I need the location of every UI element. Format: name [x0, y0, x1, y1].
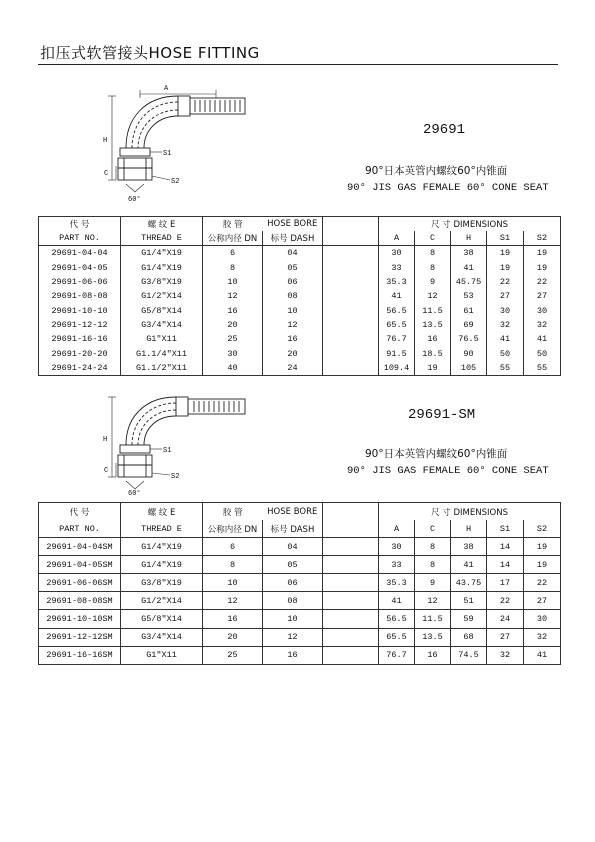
cell-dn: 25 — [203, 646, 263, 664]
header-s2: S2 — [524, 231, 561, 246]
cell-c: 9 — [415, 275, 451, 289]
header-dn: 公称内径 DN — [203, 231, 263, 246]
cell-dn: 40 — [203, 361, 263, 376]
cell-dn: 10 — [203, 574, 263, 592]
cell-dash: 20 — [263, 346, 323, 360]
blank-cell — [323, 303, 379, 317]
cell-thread: G1″X11 — [121, 646, 203, 664]
cell-dn: 20 — [203, 318, 263, 332]
cell-a: 33 — [379, 261, 415, 275]
cell-s2: 22 — [524, 574, 561, 592]
cell-h: 45.75 — [451, 275, 487, 289]
blank-cell — [323, 646, 379, 664]
blank-cell — [323, 346, 379, 360]
header-thread-en: THREAD E — [121, 520, 203, 538]
dim-s1-label: S1 — [163, 150, 172, 158]
header-a: A — [379, 520, 415, 538]
header-hose-en: HOSE BORE — [263, 217, 323, 232]
cell-s2: 27 — [524, 289, 561, 303]
cell-s1: 50 — [487, 346, 524, 360]
table-row — [39, 318, 561, 332]
table-row — [39, 556, 561, 574]
blank-cell — [323, 261, 379, 275]
cell-s2: 32 — [524, 318, 561, 332]
cell-dn: 8 — [203, 261, 263, 275]
header-part-no: PART NO. — [39, 520, 121, 538]
dim-c-label: C — [104, 170, 109, 178]
blank-cell — [323, 246, 379, 261]
cell-part-no: 29691-08-08 — [39, 289, 121, 303]
cell-dash: 06 — [263, 275, 323, 289]
cell-dn: 16 — [203, 610, 263, 628]
spec-table-29691 — [38, 216, 561, 376]
dim-h-label: H — [103, 137, 108, 145]
title-underline — [38, 64, 558, 65]
header-dimensions: 尺 寸 DIMENSIONS — [379, 217, 561, 232]
table-row — [39, 610, 561, 628]
cell-s2: 19 — [524, 556, 561, 574]
cell-part-no: 29691-10-10SM — [39, 610, 121, 628]
description-en: 90° JIS GAS FEMALE 60° CONE SEAT — [347, 182, 549, 194]
cell-s1: 27 — [487, 289, 524, 303]
cell-a: 91.5 — [379, 346, 415, 360]
model-number: 29691 — [423, 122, 466, 138]
cell-dash: 10 — [263, 303, 323, 317]
cell-s1: 30 — [487, 303, 524, 317]
cell-dash: 08 — [263, 289, 323, 303]
table-row — [39, 574, 561, 592]
cell-thread: G5/8″X14 — [121, 610, 203, 628]
cell-c: 11.5 — [415, 610, 451, 628]
cell-dash: 06 — [263, 574, 323, 592]
header-hose-cn: 胶 管 — [203, 217, 263, 232]
cell-thread: G3/8″X19 — [121, 574, 203, 592]
cell-thread: G1/4″X19 — [121, 246, 203, 261]
header-h: H — [451, 520, 487, 538]
model-number: 29691-SM — [408, 407, 476, 423]
cell-h: 38 — [451, 246, 487, 261]
header-dn: 公称内径 DN — [203, 520, 263, 538]
cell-s2: 27 — [524, 592, 561, 610]
cell-c: 16 — [415, 332, 451, 346]
cell-part-no: 29691-16-16SM — [39, 646, 121, 664]
cell-h: 74.5 — [451, 646, 487, 664]
dim-s1-label: S1 — [163, 447, 172, 455]
header-code-cn: 代 号 — [39, 217, 121, 232]
cell-part-no: 29691-12-12 — [39, 318, 121, 332]
cell-dash: 04 — [263, 246, 323, 261]
cell-h: 43.75 — [451, 574, 487, 592]
cell-a: 30 — [379, 246, 415, 261]
cell-s2: 19 — [524, 538, 561, 556]
cell-s1: 19 — [487, 246, 524, 261]
cell-thread: G3/4″X14 — [121, 628, 203, 646]
blank-cell — [323, 556, 379, 574]
cell-s1: 27 — [487, 628, 524, 646]
table-row — [39, 303, 561, 317]
cell-h: 41 — [451, 261, 487, 275]
header-s1: S1 — [487, 231, 524, 246]
header-hose-en: HOSE BORE — [263, 503, 323, 521]
table-row — [39, 332, 561, 346]
cell-c: 12 — [415, 592, 451, 610]
header-thread-cn: 螺 纹 E — [121, 217, 203, 232]
dim-h-label: H — [103, 436, 108, 444]
header-dimensions: 尺 寸 DIMENSIONS — [379, 503, 561, 521]
cell-s2: 55 — [524, 361, 561, 376]
cell-s1: 17 — [487, 574, 524, 592]
cell-s1: 55 — [487, 361, 524, 376]
cell-c: 19 — [415, 361, 451, 376]
cell-h: 59 — [451, 610, 487, 628]
cell-a: 35.3 — [379, 574, 415, 592]
cell-thread: G1/4″X19 — [121, 538, 203, 556]
table-row — [39, 538, 561, 556]
dim-s2-label: S2 — [171, 473, 180, 481]
cell-s2: 41 — [524, 332, 561, 346]
table-row — [39, 628, 561, 646]
cell-a: 65.5 — [379, 628, 415, 646]
cell-a: 65.5 — [379, 318, 415, 332]
description-en: 90° JIS GAS FEMALE 60° CONE SEAT — [347, 465, 549, 477]
cell-h: 53 — [451, 289, 487, 303]
cell-dash: 12 — [263, 318, 323, 332]
cell-dash: 08 — [263, 592, 323, 610]
cell-thread: G1/2″X14 — [121, 592, 203, 610]
cell-c: 8 — [415, 538, 451, 556]
cell-c: 18.5 — [415, 346, 451, 360]
cell-dn: 6 — [203, 246, 263, 261]
angle-label: 60° — [128, 196, 141, 204]
dim-s2-label: S2 — [171, 178, 180, 186]
cell-thread: G1″X11 — [121, 332, 203, 346]
cell-h: 76.5 — [451, 332, 487, 346]
dim-a-label: A — [164, 85, 169, 93]
cell-h: 51 — [451, 592, 487, 610]
fitting-drawing-29691 — [100, 80, 250, 205]
cell-s2: 32 — [524, 628, 561, 646]
cell-part-no: 29691-04-05 — [39, 261, 121, 275]
cell-a: 41 — [379, 592, 415, 610]
cell-c: 8 — [415, 261, 451, 275]
cell-s2: 41 — [524, 646, 561, 664]
cell-dash: 24 — [263, 361, 323, 376]
cell-dn: 10 — [203, 275, 263, 289]
cell-s1: 14 — [487, 538, 524, 556]
cell-s1: 22 — [487, 275, 524, 289]
cell-s1: 32 — [487, 318, 524, 332]
cell-part-no: 29691-20-20 — [39, 346, 121, 360]
header-dash: 标号 DASH — [263, 231, 323, 246]
cell-thread: G1/4″X19 — [121, 556, 203, 574]
header-s1: S1 — [487, 520, 524, 538]
header-c: C — [415, 520, 451, 538]
table-row — [39, 289, 561, 303]
blank-column — [323, 231, 379, 246]
cell-s2: 30 — [524, 303, 561, 317]
header-c: C — [415, 231, 451, 246]
cell-part-no: 29691-06-06SM — [39, 574, 121, 592]
blank-column — [323, 217, 379, 232]
cell-dn: 6 — [203, 538, 263, 556]
table-row — [39, 246, 561, 261]
page-title: 扣压式软管接头HOSE FITTING — [40, 44, 260, 62]
cell-dn: 16 — [203, 303, 263, 317]
cell-s2: 22 — [524, 275, 561, 289]
cell-s2: 30 — [524, 610, 561, 628]
header-a: A — [379, 231, 415, 246]
cell-dn: 12 — [203, 592, 263, 610]
spec-table-29691-sm — [38, 502, 561, 665]
header-part-no: PART NO. — [39, 231, 121, 246]
cell-c: 13.5 — [415, 628, 451, 646]
cell-h: 90 — [451, 346, 487, 360]
cell-thread: G5/8″X14 — [121, 303, 203, 317]
description-cn: 90°日本英管内螺纹60°内锥面 — [365, 448, 508, 460]
cell-a: 33 — [379, 556, 415, 574]
cell-part-no: 29691-24-24 — [39, 361, 121, 376]
cell-c: 8 — [415, 556, 451, 574]
header-hose-cn: 胶 管 — [203, 503, 263, 521]
header-thread-en: THREAD E — [121, 231, 203, 246]
header-thread-cn: 螺 纹 E — [121, 503, 203, 521]
cell-a: 76.7 — [379, 332, 415, 346]
cell-h: 38 — [451, 538, 487, 556]
cell-dn: 30 — [203, 346, 263, 360]
cell-h: 69 — [451, 318, 487, 332]
cell-part-no: 29691-12-12SM — [39, 628, 121, 646]
cell-thread: G1/4″X19 — [121, 261, 203, 275]
cell-a: 41 — [379, 289, 415, 303]
cell-part-no: 29691-08-08SM — [39, 592, 121, 610]
blank-cell — [323, 538, 379, 556]
blank-cell — [323, 628, 379, 646]
cell-h: 61 — [451, 303, 487, 317]
cell-s2: 19 — [524, 246, 561, 261]
cell-part-no: 29691-04-04 — [39, 246, 121, 261]
cell-part-no: 29691-10-10 — [39, 303, 121, 317]
cell-dash: 05 — [263, 261, 323, 275]
table-row — [39, 592, 561, 610]
cell-dash: 16 — [263, 332, 323, 346]
cell-thread: G1.1/2″X11 — [121, 361, 203, 376]
cell-s1: 32 — [487, 646, 524, 664]
blank-cell — [323, 361, 379, 376]
header-dash: 标号 DASH — [263, 520, 323, 538]
angle-label: 60° — [128, 490, 141, 498]
cell-c: 12 — [415, 289, 451, 303]
table-row — [39, 361, 561, 376]
cell-thread: G3/8″X19 — [121, 275, 203, 289]
cell-dash: 12 — [263, 628, 323, 646]
fitting-drawing-29691-sm — [100, 393, 250, 498]
table-row — [39, 275, 561, 289]
table-body — [39, 246, 561, 376]
table-body — [39, 538, 561, 665]
header-h: H — [451, 231, 487, 246]
table-row — [39, 261, 561, 275]
cell-part-no: 29691-04-05SM — [39, 556, 121, 574]
cell-a: 56.5 — [379, 303, 415, 317]
cell-s1: 22 — [487, 592, 524, 610]
blank-cell — [323, 592, 379, 610]
cell-c: 11.5 — [415, 303, 451, 317]
cell-thread: G1/2″X14 — [121, 289, 203, 303]
cell-dn: 8 — [203, 556, 263, 574]
blank-cell — [323, 332, 379, 346]
cell-c: 16 — [415, 646, 451, 664]
cell-a: 35.3 — [379, 275, 415, 289]
blank-column — [323, 520, 379, 538]
cell-h: 105 — [451, 361, 487, 376]
cell-s1: 41 — [487, 332, 524, 346]
table-row — [39, 346, 561, 360]
cell-dash: 05 — [263, 556, 323, 574]
cell-c: 13.5 — [415, 318, 451, 332]
cell-s1: 24 — [487, 610, 524, 628]
cell-s1: 14 — [487, 556, 524, 574]
blank-cell — [323, 610, 379, 628]
cell-part-no: 29691-04-04SM — [39, 538, 121, 556]
cell-a: 30 — [379, 538, 415, 556]
cell-thread: G3/4″X14 — [121, 318, 203, 332]
description-cn: 90°日本英管内螺纹60°内锥面 — [365, 165, 508, 177]
cell-s1: 19 — [487, 261, 524, 275]
cell-s2: 19 — [524, 261, 561, 275]
cell-dn: 25 — [203, 332, 263, 346]
header-code-cn: 代 号 — [39, 503, 121, 521]
header-s2: S2 — [524, 520, 561, 538]
cell-c: 9 — [415, 574, 451, 592]
cell-thread: G1.1/4″X11 — [121, 346, 203, 360]
blank-cell — [323, 318, 379, 332]
blank-column — [323, 503, 379, 521]
cell-dash: 10 — [263, 610, 323, 628]
blank-cell — [323, 289, 379, 303]
cell-dash: 16 — [263, 646, 323, 664]
cell-c: 8 — [415, 246, 451, 261]
cell-a: 56.5 — [379, 610, 415, 628]
cell-dn: 20 — [203, 628, 263, 646]
cell-part-no: 29691-06-06 — [39, 275, 121, 289]
table-row — [39, 646, 561, 664]
cell-a: 109.4 — [379, 361, 415, 376]
cell-h: 68 — [451, 628, 487, 646]
dim-c-label: C — [104, 467, 109, 475]
cell-dn: 12 — [203, 289, 263, 303]
cell-h: 41 — [451, 556, 487, 574]
cell-part-no: 29691-16-16 — [39, 332, 121, 346]
blank-cell — [323, 275, 379, 289]
cell-dash: 04 — [263, 538, 323, 556]
blank-cell — [323, 574, 379, 592]
cell-s2: 50 — [524, 346, 561, 360]
cell-a: 76.7 — [379, 646, 415, 664]
